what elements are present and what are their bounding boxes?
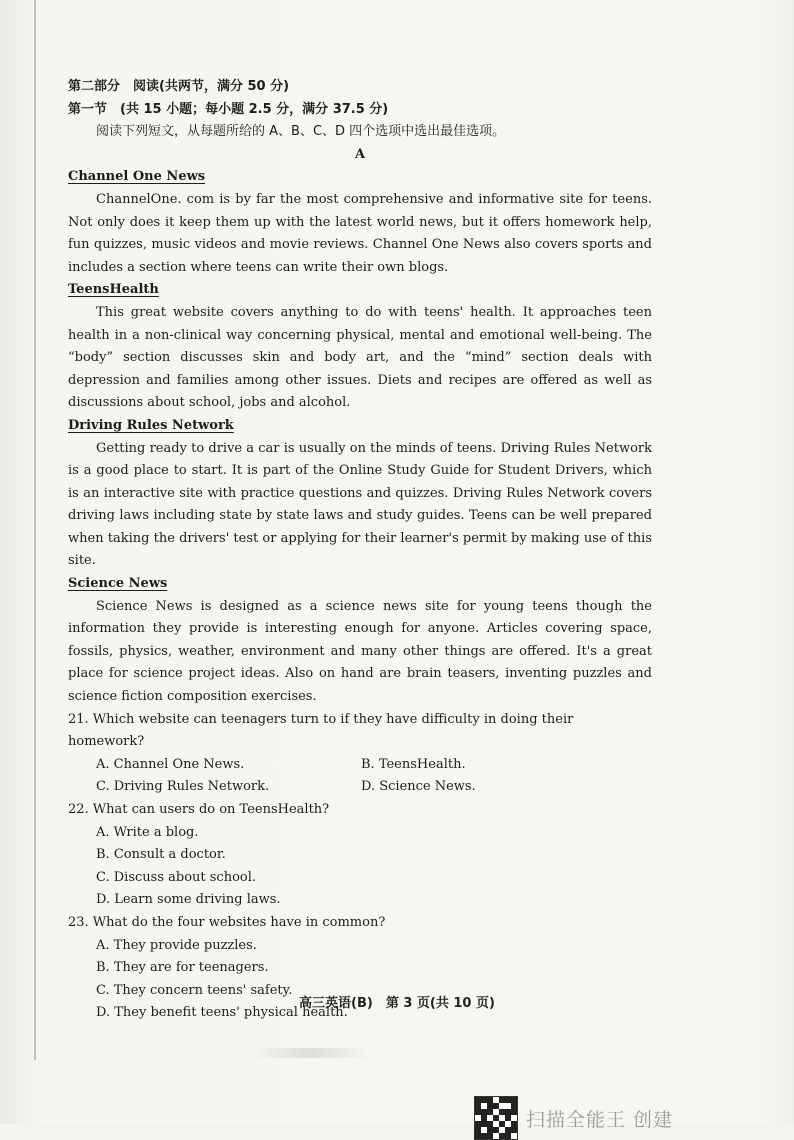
page-footer: 高三英语(B) 第 3 页(共 10 页) [299, 996, 495, 1011]
block-heading: Science News [68, 576, 168, 592]
qr-code-icon [474, 1096, 518, 1140]
scan-smudge [250, 1048, 370, 1058]
subsection-title: 第一节 (共 15 小题；每小题 2.5 分，满分 37.5 分) [68, 101, 389, 117]
question-stem: 22. What can users do on TeensHealth? [68, 802, 330, 817]
option-c[interactable]: C. Driving Rules Network. [96, 779, 270, 795]
option-d[interactable]: D. They benefit teens' physical health. [96, 1005, 348, 1021]
block-heading: TeensHealth [68, 282, 159, 298]
option-row [68, 776, 652, 799]
option-row [68, 754, 652, 777]
binding-line [34, 0, 36, 1060]
block-text: Science News is designed as a science news site for young teens though the information they provide is interesting enough for anyone. Articles covering space, fossils, physics, weather, environment and many other things are offered. It's a great place for science project ideas. Also on hand are brain teasers, inventing puzzles and science fiction composition exercises. [68, 598, 652, 705]
option-d[interactable]: D. Learn some driving laws. [96, 892, 281, 908]
passage-label: A [354, 146, 366, 162]
passage-block-channel-one [68, 166, 652, 279]
option-c[interactable]: C. They concern teens' safety. [96, 982, 293, 998]
option-a[interactable]: A. Write a blog. [96, 824, 199, 840]
option-d[interactable]: D. Science News. [361, 779, 476, 795]
watermark-text: 扫描全能王 创建 [526, 1108, 674, 1131]
question-stem: 23. What do the four websites have in common? [68, 914, 386, 930]
instruction: 阅读下列短文，从每题所给的 A、B、C、D 四个选项中选出最佳选项。 [96, 124, 506, 140]
question-22 [68, 799, 652, 912]
option-b[interactable]: B. TeensHealth. [361, 756, 466, 772]
block-text: Getting ready to drive a car is usually on the minds of teens. Driving Rules Network is a good place to start. It is part of the Online Study Guide for Student Drivers, which is an interactive site with practice questions and quizzes. Driving Rules Network covers driving laws including state by state laws and study guides. Teens can be well prepared when taking the drivers' test or applying for their learner's permit by making use of this site. [68, 440, 652, 569]
section-title: 第二部分 阅读(共两节，满分 50 分) [68, 79, 290, 94]
passage-block-driving-rules [68, 415, 652, 573]
exam-content [68, 76, 652, 1025]
block-heading: Channel One News [68, 169, 206, 185]
question-stem: 21. Which website can teenagers turn to if they have difficulty in doing their homework? [68, 711, 574, 750]
option-b[interactable]: B. They are for teenagers. [96, 960, 269, 976]
option-b[interactable]: B. Consult a doctor. [96, 847, 226, 863]
option-c[interactable]: C. Discuss about school. [96, 869, 257, 885]
block-heading: Driving Rules Network [68, 417, 234, 433]
block-text: ChannelOne. com is by far the most comprehensive and informative site for teens. Not only does it keep them up with the latest world news, but it offers homework help, fun quizzes, music videos and movie reviews. Channel One News also covers sports and includes a section where teens can write their own blogs. [68, 191, 652, 275]
question-21 [68, 709, 652, 799]
passage-block-teenshealth [68, 279, 652, 415]
option-a[interactable]: A. Channel One News. [96, 756, 245, 772]
passage-block-science-news [68, 573, 652, 709]
block-text: This great website covers anything to do with teens' health. It approaches teen health in a non-clinical way concerning physical, mental and emotional well-being. The “body” section discusses skin and body art, and the “mind” section deals with depression and families among other issues. Diets and recipes are offered as well as discussions about school, jobs and alcohol. [68, 304, 652, 411]
option-a[interactable]: A. They provide puzzles. [96, 937, 257, 953]
scanner-watermark [474, 1096, 673, 1140]
